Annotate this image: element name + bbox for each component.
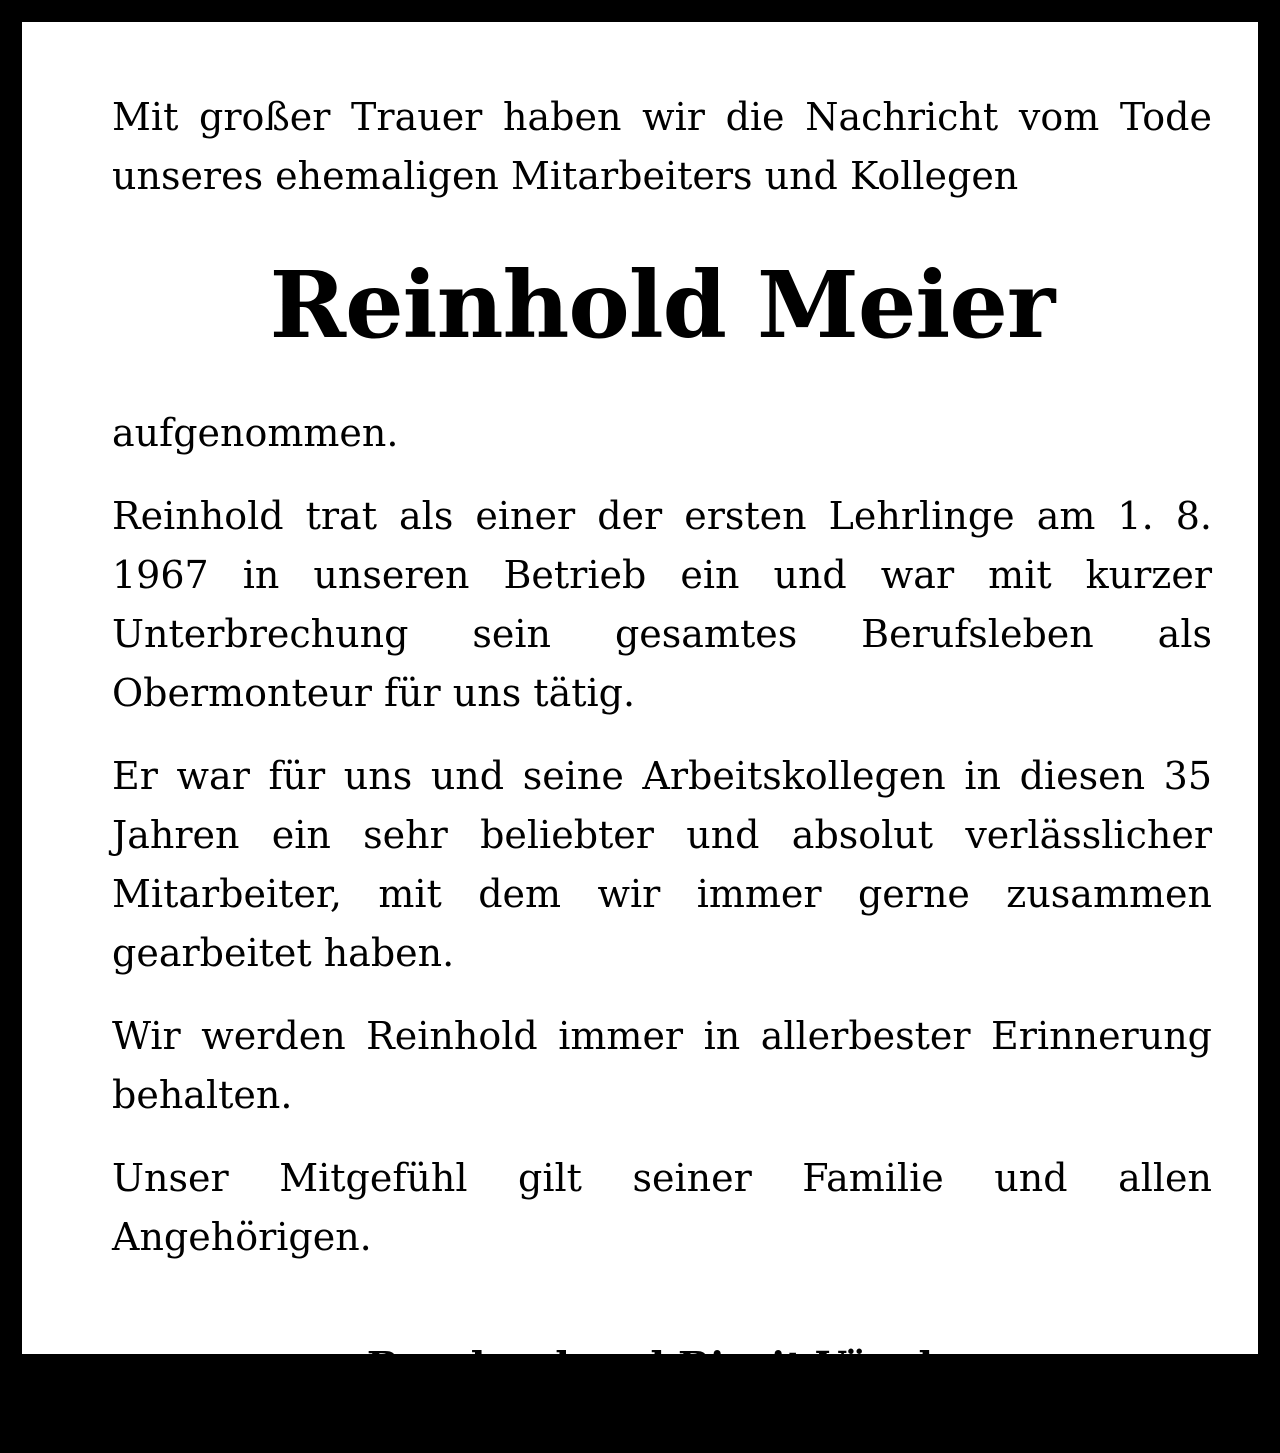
paragraph-condolence: Unser Mitgefühl gilt seiner Familie und allen Angehörigen. [112, 1156, 1212, 1259]
paragraph-memory: Wir werden Reinhold immer in allerbester Erinnerung behalten. [112, 1014, 1212, 1117]
spacer [112, 463, 1212, 487]
spacer [112, 1125, 1212, 1149]
signature-line-2: und alle Mitarbeiter der Walter Vögele GmbH [176, 1401, 1148, 1446]
spacer [112, 723, 1212, 747]
signature-block [112, 1337, 1212, 1453]
obituary-content [112, 88, 1212, 1453]
intro-line-2: unseres ehemaligen Mitarbeiters und Kollegen [112, 154, 1019, 198]
paragraph-apprenticeship: Reinhold trat als einer der ersten Lehrlinge am 1. 8. 1967 in unseren Betrieb ein und war mit kurzer Unterbrechung sein gesamtes Berufsleben als Obermonteur für uns tätig. [112, 494, 1212, 715]
signature-line-1: Bernhard und Birgit Vögele [366, 1343, 958, 1388]
spacer [112, 983, 1212, 1007]
deceased-name: Reinhold Meier [269, 251, 1055, 359]
paragraph-colleague: Er war für uns und seine Arbeitskollegen in diesen 35 Jahren ein sehr beliebter und absolut verlässlicher Mitarbeiter, mit dem wir immer gerne zusammen gearbeitet haben. [112, 754, 1212, 975]
intro-line-1: Mit großer Trauer haben wir die Nachricht vom Tode [112, 95, 1212, 139]
received-text: aufgenommen. [112, 411, 399, 455]
